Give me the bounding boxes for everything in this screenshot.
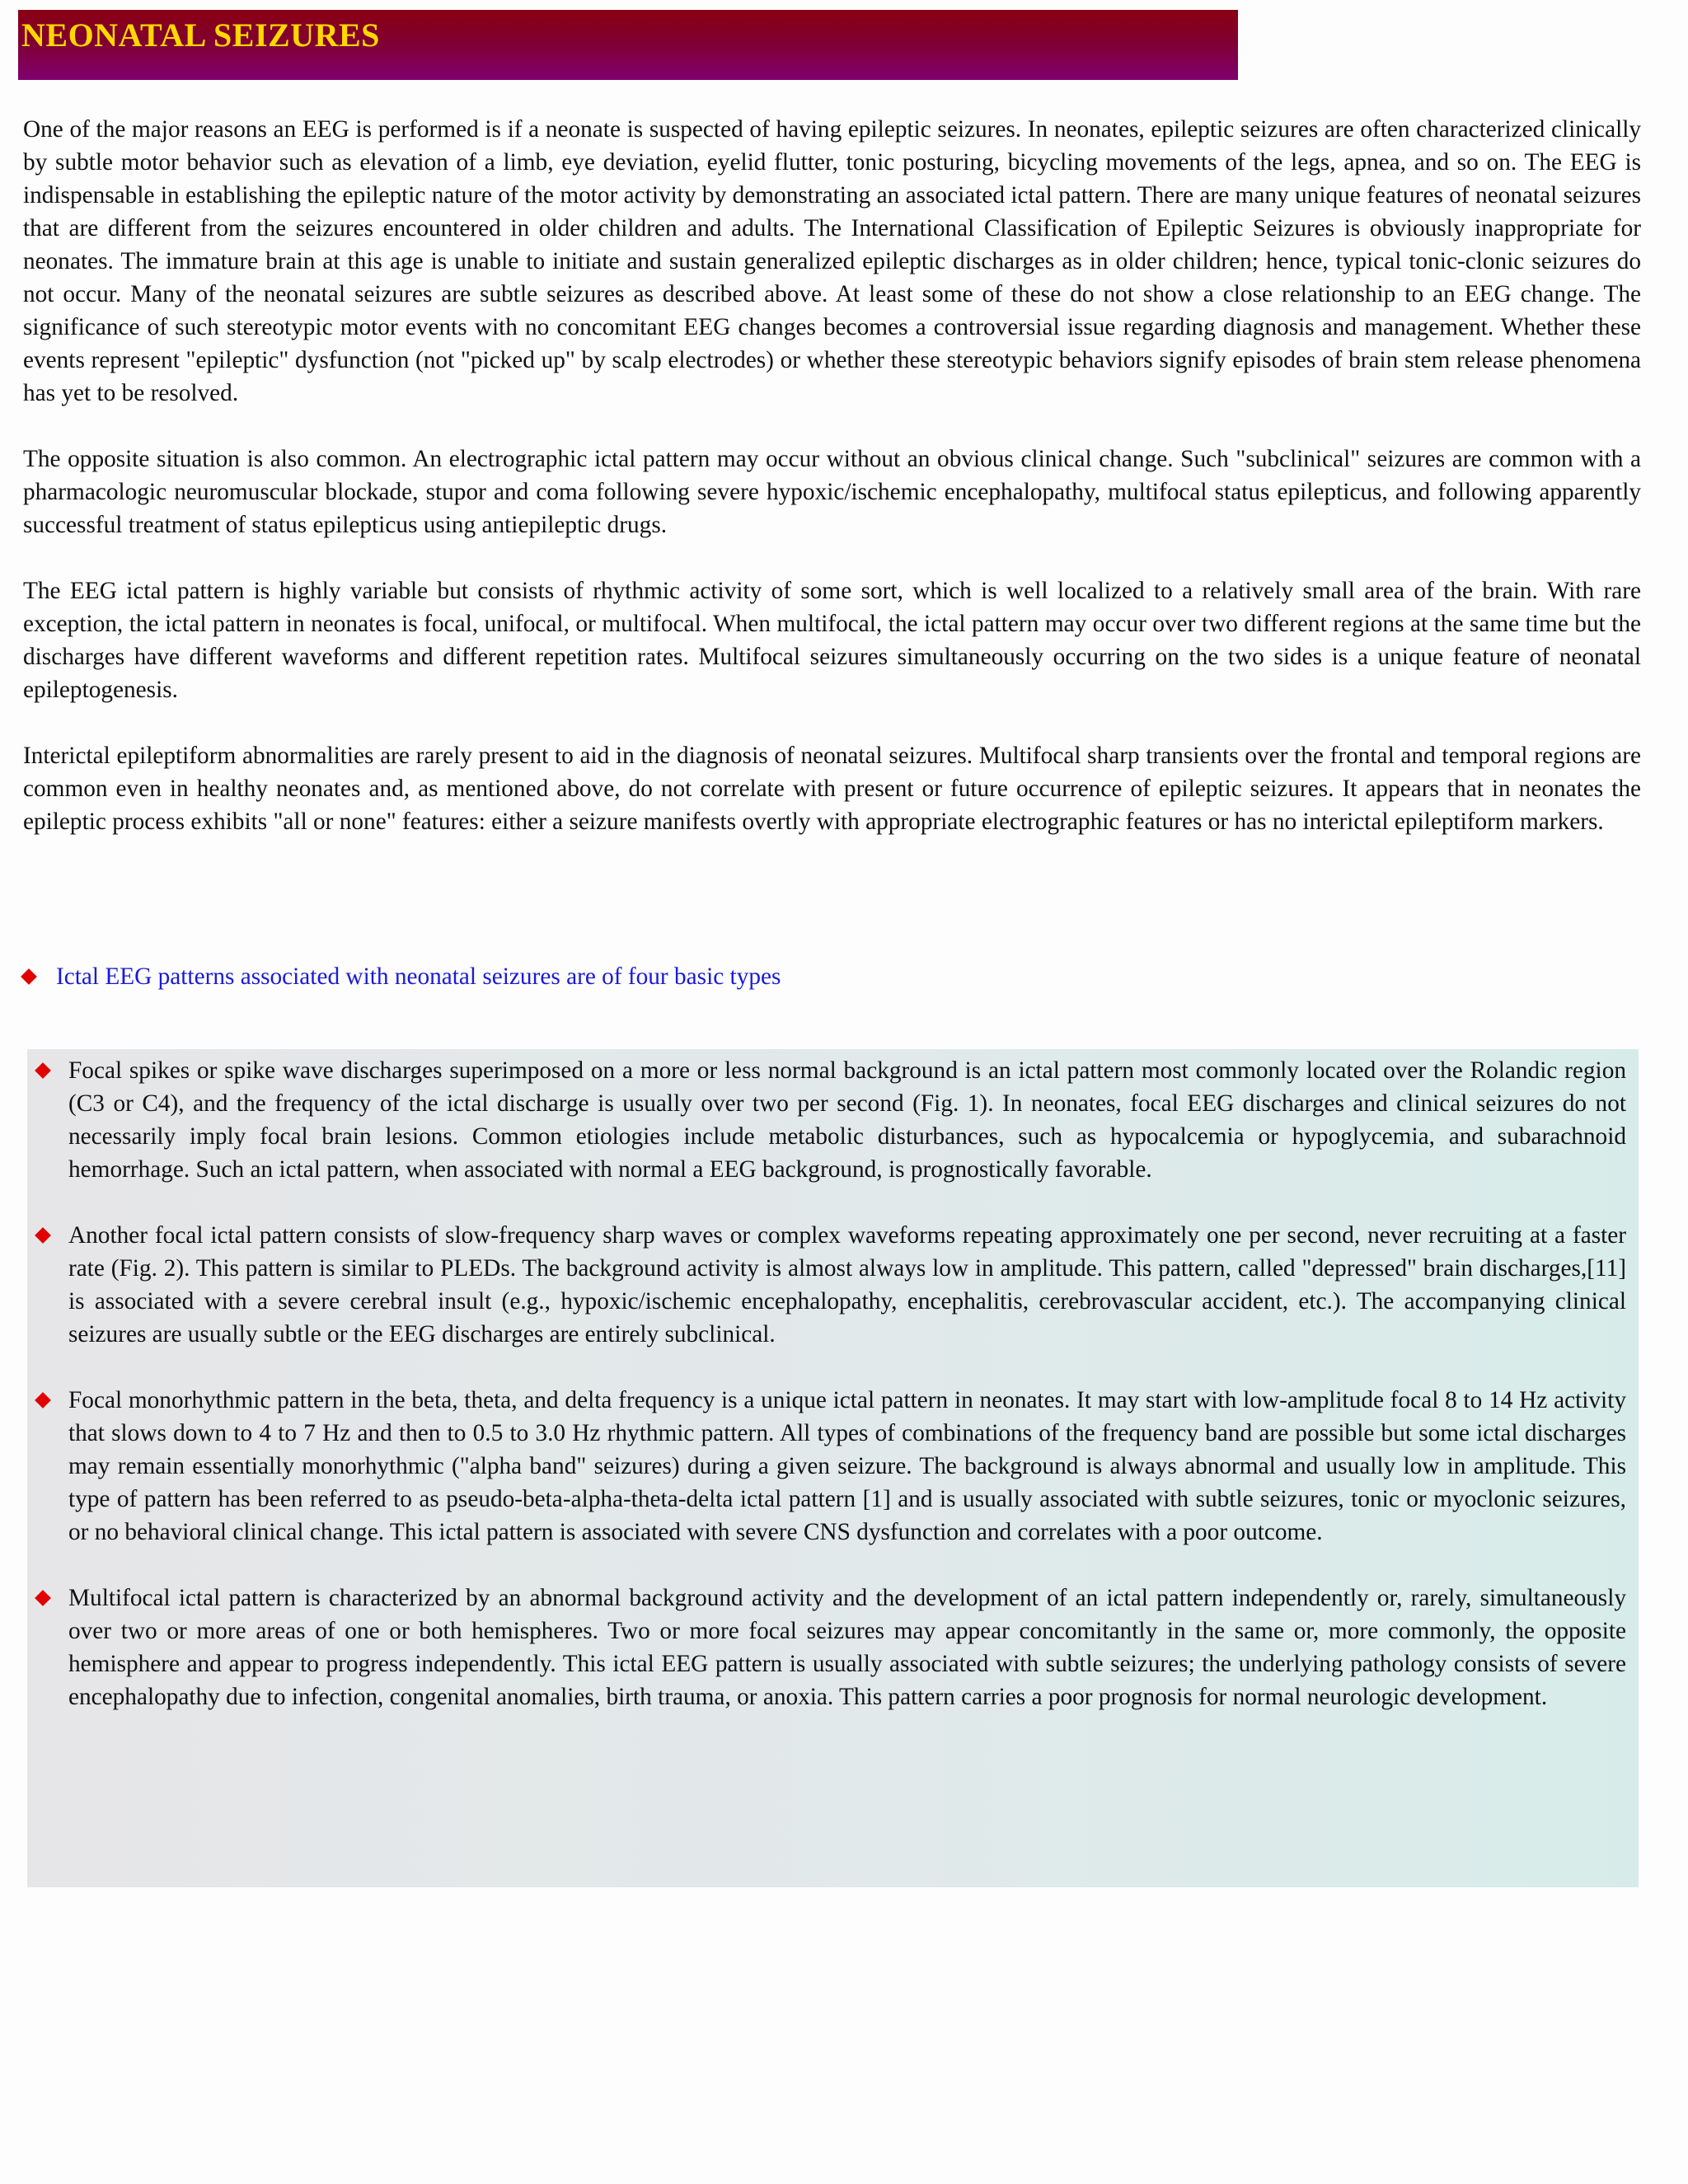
diamond-bullet-icon: [35, 1392, 51, 1408]
list-item: [27, 1582, 1639, 1713]
ictal-patterns-list: [27, 1054, 1639, 1746]
diamond-bullet-icon: [35, 1590, 51, 1606]
diamond-bullet-icon: [35, 1227, 51, 1244]
title-banner: [18, 10, 1238, 80]
page-title: NEONATAL SEIZURES: [21, 16, 380, 54]
types-heading: [18, 960, 1584, 993]
intro-paragraph: The EEG ictal pattern is highly variable but consists of rhythmic activity of some sort, which is well localized to a relatively small area of the brain. With rare exception, the ictal pattern in neonates is focal, unifocal, or multifocal. When multifocal, the ictal pattern may occur over two different regions at the same time but the discharges have different waveforms and different repetition rates. Multifocal seizures simultaneously occurring on the two sides is a unique feature of neonatal epileptogenesis.: [23, 578, 1641, 703]
types-heading-text: Ictal EEG patterns associated with neonatal seizures are of four basic types: [56, 963, 781, 990]
diamond-bullet-icon: [35, 1062, 51, 1079]
diamond-bullet-icon: [21, 968, 37, 985]
list-item: [27, 1384, 1639, 1549]
list-item: [27, 1054, 1639, 1186]
ictal-patterns-panel: [27, 1049, 1639, 1887]
intro-paragraph: Interictal epileptiform abnormalities are rarely present to aid in the diagnosis of neonatal seizures. Multifocal sharp transients over the frontal and temporal regions are common even in healthy neonates and, as mentioned above, do not correlate with present or future occurrence of epileptic seizures. It appears that in neonates the epileptic process exhibits "all or none" features: either a seizure manifests overtly with appropriate electrographic features or has no interictal epileptiform markers.: [23, 743, 1641, 835]
intro-paragraph: One of the major reasons an EEG is performed is if a neonate is suspected of having epileptic seizures. In neonates, epileptic seizures are often characterized clinically by subtle motor behavior such as elevation of a limb, eye deviation, eyelid flutter, tonic posturing, bicycling movements of the legs, apnea, and so on. The EEG is indispensable in establishing the epileptic nature of the motor activity by demonstrating an associated ictal pattern. There are many unique features of neonatal seizures that are different from the seizures encountered in older children and adults. The International Classification of Epileptic Seizures is obviously inappropriate for neonates. The immature brain at this age is unable to initiate and sustain generalized epileptic discharges as in older children; hence, typical tonic-clonic seizures do not occur. Many of the neonatal seizures are subtle seizures as described above. At least some of these do not show a close relationship to an EEG change. The significance of such stereotypic motor events with no concomitant EEG changes becomes a controversial issue regarding diagnosis and management. Whether these events represent "epileptic" dysfunction (not "picked up" by scalp electrodes) or whether these stereotypic behaviors signify episodes of brain stem release phenomena has yet to be resolved.: [23, 116, 1641, 406]
list-item-text: Focal monorhythmic pattern in the beta, theta, and delta frequency is a unique ictal pattern in neonates. It may start with low-amplitude focal 8 to 14 Hz activity that slows down to 4 to 7 Hz and then to 0.5 to 3.0 Hz rhythmic pattern. All types of combinations of the frequency band are possible but some ictal discharges may remain essentially monorhythmic ("alpha band" seizures) during a given seizure. The background is always abnormal and usually low in amplitude. This type of pattern has been referred to as pseudo-beta-alpha-theta-delta ictal pattern [1] and is usually associated with subtle seizures, tonic or myoclonic seizures, or no behavioral clinical change. This ictal pattern is associated with severe CNS dysfunction and correlates with a poor outcome.: [68, 1387, 1626, 1545]
list-item-text: Multifocal ictal pattern is characterized by an abnormal background activity and the development of an ictal pattern independently or, rarely, simultaneously over two or more areas of one or both hemispheres. Two or more focal seizures may appear concomitantly in the same or, more commonly, the opposite hemisphere and appear to progress independently. This ictal EEG pattern is usually associated with subtle seizures; the underlying pathology consists of severe encephalopathy due to infection, congenital anomalies, birth trauma, or anoxia. This pattern carries a poor prognosis for normal neurologic development.: [68, 1585, 1626, 1710]
list-item-text: Focal spikes or spike wave discharges superimposed on a more or less normal background is an ictal pattern most commonly located over the Rolandic region (C3 or C4), and the frequency of the ictal discharge is usually over two per second (Fig. 1). In neonates, focal EEG discharges and clinical seizures do not necessarily imply focal brain lesions. Common etiologies include metabolic disturbances, such as hypocalcemia or hypoglycemia, and subarachnoid hemorrhage. Such an ictal pattern, when associated with normal a EEG background, is prognostically favorable.: [68, 1057, 1626, 1183]
list-item: [27, 1219, 1639, 1351]
intro-paragraph: The opposite situation is also common. An electrographic ictal pattern may occur without an obvious clinical change. Such "subclinical" seizures are common with a pharmacologic neuromuscular blockade, stupor and coma following severe hypoxic/ischemic encephalopathy, multifocal status epilepticus, and following apparently successful treatment of status epilepticus using antiepileptic drugs.: [23, 446, 1641, 538]
list-item-text: Another focal ictal pattern consists of slow-frequency sharp waves or complex waveforms repeating approximately one per second, never recruiting at a faster rate (Fig. 2). This pattern is similar to PLEDs. The background activity is almost always low in amplitude. This pattern, called "depressed" brain discharges,[11] is associated with a severe cerebral insult (e.g., hypoxic/ischemic encephalopathy, encephalitis, cerebrovascular accident, etc.). The accompanying clinical seizures are usually subtle or the EEG discharges are entirely subclinical.: [68, 1222, 1626, 1347]
intro-section: [23, 113, 1641, 871]
